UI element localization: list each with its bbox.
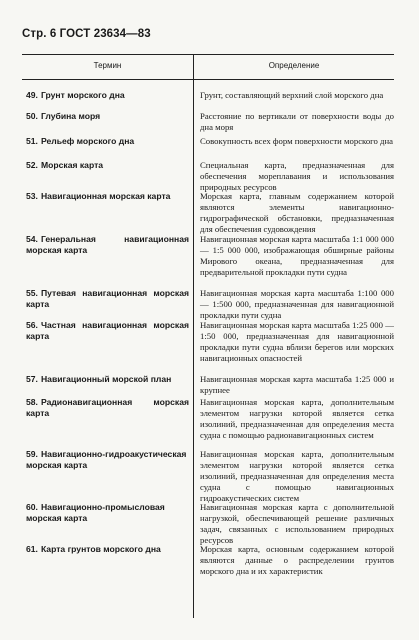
term-cell [26,320,189,342]
term-cell [26,397,189,419]
term-cell [26,191,189,202]
term-number: 55. [26,288,38,298]
term-number: 56. [26,320,38,330]
table-top-rule [22,54,394,55]
column-header-term: Термин [93,61,122,70]
definition-cell: Навигационная морская карта, дополнительным элементом нагрузки которой является сетка изолиний, предназначенная для определения места судна с помощью навигационных гидроакустических систем [200,449,394,503]
term-text: Морская карта [40,160,104,170]
term-number: 52. [26,160,38,170]
definition-cell: Морская карта, главным содержанием которой являются элементы навигационно-гидрографической обстановки, предназначенная для обеспечения судовождения [200,191,394,234]
definition-cell: Морская карта, основным содержанием которой являются данные о распределении грунтов морского дна и их характеристик [200,544,394,576]
term-cell [26,234,189,256]
term-number: 54. [26,234,38,244]
term-text: Путевая навигационная морская карта [26,288,189,309]
term-cell [26,288,189,310]
definition-cell: Навигационная морская карта масштаба 1:25 000 и крупнее [200,374,394,395]
term-text: Карта грунтов морского дна [40,544,161,554]
term-text: Навигационно-гидроакустическая морская карта [26,449,187,470]
term-number: 60. [26,502,38,512]
definition-cell: Навигационная морская карта с дополнительной нагрузкой, обеспечивающей решение различных задач, связанных с использованием природных ресурсов [200,502,394,545]
term-number: 57. [26,374,38,384]
definition-cell: Специальная карта, предназначенная для обеспечения мореплавания и использования природных ресурсов [200,160,394,192]
term-number: 61. [26,544,38,554]
term-number: 53. [26,191,38,201]
term-text: Навигационный морской план [40,374,172,384]
term-number: 59. [26,449,38,459]
term-cell [26,111,189,122]
term-text: Радионавигационная морская карта [26,397,189,418]
definition-cell: Расстояние по вертикали от поверхности воды до дна моря [200,111,394,132]
column-divider [193,54,194,618]
term-cell [26,90,189,101]
definition-cell: Грунт, составляющий верхний слой морского дна [200,90,384,100]
definition-cell: Навигационная морская карта масштаба 1:25 000 — 1:50 000, предназначенная для навигационной прокладки пути судна вблизи берегов или морских навигационных опасностей [200,320,394,363]
term-text: Глубина моря [40,111,101,121]
term-cell [26,544,189,555]
column-header-definition: Определение [268,61,320,70]
term-cell [26,449,189,471]
term-text: Навигационная морская карта [40,191,171,201]
page-header: Стр. 6 ГОСТ 23634—83 [22,28,151,40]
definition-cell: Навигационная морская карта масштаба 1:1 000 000 — 1:5 000 000, изображающая обширные районы Мирового океана, предназначенная для предварительной прокладки пути судна [200,234,394,277]
term-text: Грунт морского дна [40,90,125,100]
term-cell [26,136,189,147]
term-cell [26,502,189,524]
term-cell [26,374,189,385]
term-number: 51. [26,136,38,146]
term-text: Навигационно-промысловая морская карта [26,502,165,523]
term-text: Частная навигационная морская карта [26,320,189,341]
term-number: 49. [26,90,38,100]
definition-cell: Совокупность всех форм поверхности морского дна [200,136,393,146]
term-text: Рельеф морского дна [40,136,135,146]
term-number: 58. [26,397,38,407]
term-number: 50. [26,111,38,121]
table-header-rule [22,79,394,80]
definition-cell: Навигационная морская карта, дополнительным элементом нагрузки которой является сетка изолиний, предназначенная для определения места судна с помощью радионавигационных систем [200,397,394,440]
term-text: Генеральная навигационная морская карта [26,234,189,255]
definition-cell: Навигационная морская карта масштаба 1:100 000 — 1:500 000, предназначенная для навигационной прокладки пути судна [200,288,394,320]
term-cell [26,160,189,171]
